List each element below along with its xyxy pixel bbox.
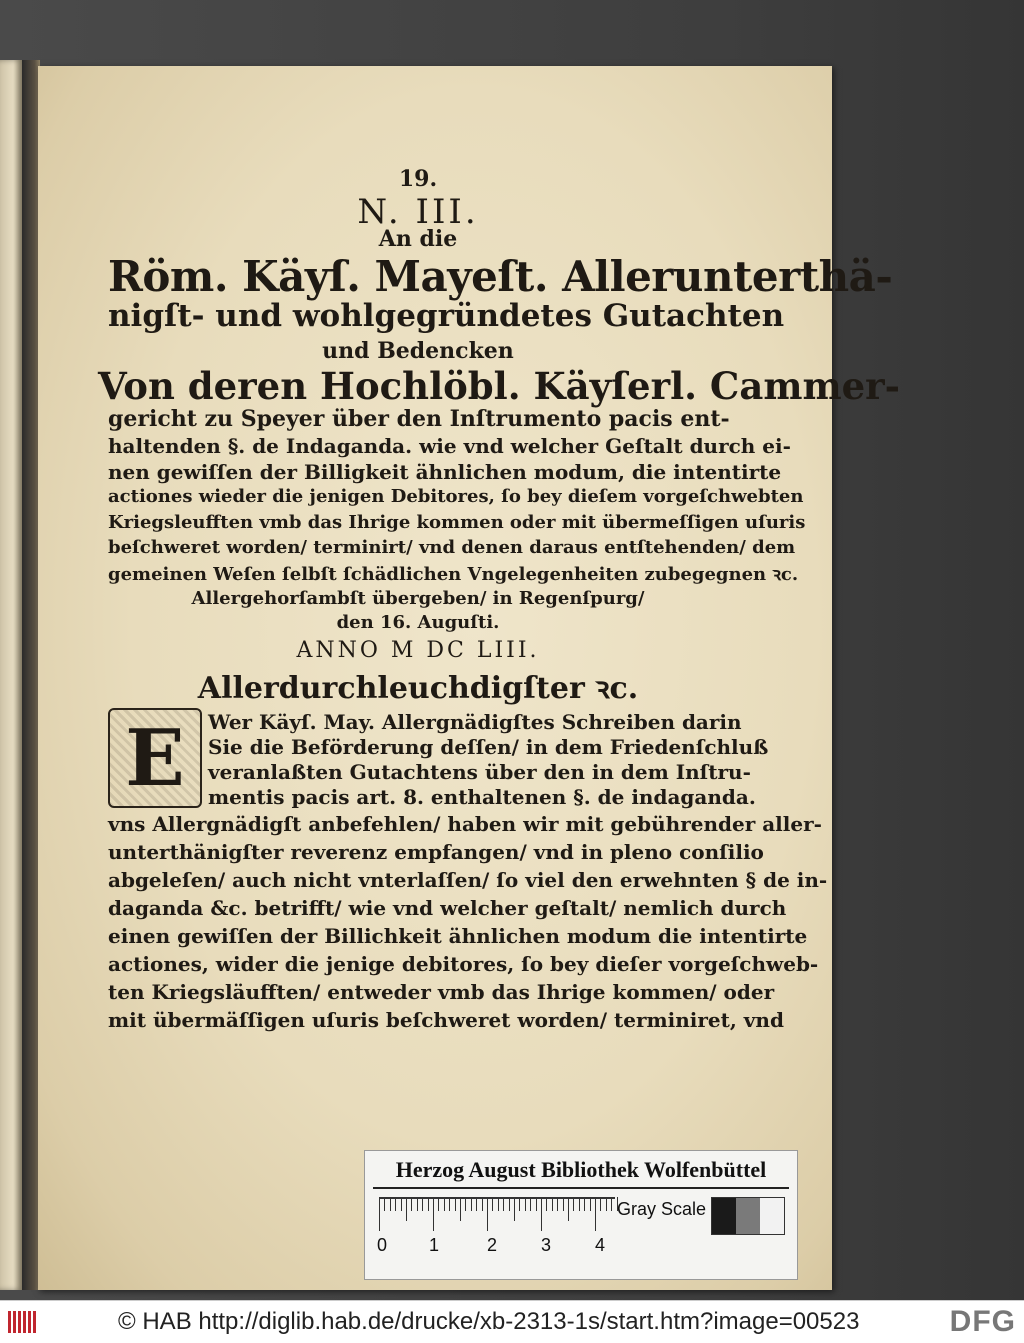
document-number: N. III. — [357, 192, 479, 232]
paragraph-line: einen gewiſſen der Billichkeit ähnlichen modum die intentirte — [108, 924, 808, 948]
ruler-number: 4 — [595, 1235, 606, 1255]
ruler-tick — [536, 1197, 537, 1211]
subtitle-line: gemeinen Weſen ſelbſt ſchädlichen Vngelegenheiten zubegegnen ꝛc. — [108, 564, 799, 585]
title-line-2: Röm. Käyſ. Mayeſt. Allerunterthä- — [108, 252, 893, 301]
ruler-tick — [422, 1197, 423, 1211]
subtitle-line: nen gewiſſen der Billigkeit ähnlichen modum, die intentirte — [108, 460, 782, 484]
paragraph-line: daganda &c. betrifft/ wie vnd welcher geſtalt/ nemlich durch — [108, 896, 787, 920]
ruler-tick — [557, 1197, 558, 1211]
ruler-tick — [498, 1197, 499, 1211]
decorated-initial: E — [108, 708, 202, 808]
paragraph-line: actiones, wider die jenige debitores, ſo bey dieſer vorgeſchweb- — [108, 952, 819, 976]
ruler-tick — [606, 1197, 607, 1211]
page-number: 19. — [398, 166, 438, 192]
calibration-divider — [373, 1187, 789, 1189]
ruler-tick — [390, 1197, 391, 1211]
ruler-tick — [552, 1197, 553, 1211]
subtitle-line: haltenden §. de Indaganda. wie vnd welcher Geſtalt durch ei- — [108, 434, 791, 458]
copyright-link[interactable]: © HAB http://diglib.hab.de/drucke/xb-2313-1s/start.htm?image=00523 — [118, 1308, 860, 1335]
paragraph-line: mentis pacis art. 8. enthaltenen §. de indaganda. — [208, 785, 756, 809]
title-line-1: An die — [378, 226, 458, 252]
ruler-number: 2 — [487, 1235, 498, 1255]
subtitle-line: beſchweret worden/ terminirt/ vnd denen daraus entſtehenden/ dem — [108, 537, 796, 558]
ruler-tick — [471, 1197, 472, 1211]
subtitle-line: gericht zu Speyer über den Inſtrumento pacis ent- — [108, 406, 730, 432]
ruler-tick — [492, 1197, 493, 1211]
gray-scale-label: Gray Scale — [617, 1199, 707, 1219]
ruler-tick — [449, 1197, 450, 1211]
ruler-tick — [401, 1197, 402, 1211]
ruler-tick — [455, 1197, 456, 1211]
salutation: Allerdurchleuchdigſter ꝛc. — [197, 671, 639, 706]
ruler-tick — [465, 1197, 466, 1211]
subtitle-line: Kriegsleufften vmb das Ihrige kommen oder mit übermeſſigen uſuris — [108, 512, 806, 533]
ruler-tick — [595, 1197, 596, 1231]
subtitle-line: Allergehorſambſt übergeben/ in Regenſpurg/ — [191, 588, 645, 609]
paragraph-line: abgeleſen/ auch nicht vnterlaſſen/ ſo viel den erwehnten § de in- — [108, 868, 828, 892]
ruler-number: 1 — [429, 1235, 440, 1255]
ruler-tick — [487, 1197, 488, 1231]
footer-bar — [0, 1300, 1024, 1343]
paragraph-line: Sie die Beförderung deſſen/ in dem Friedenſchluß — [208, 735, 769, 759]
facing-page-edge — [0, 60, 22, 1290]
ruler-tick — [514, 1197, 515, 1221]
ruler-tick — [433, 1197, 434, 1231]
ruler-tick — [384, 1197, 385, 1211]
paragraph-line: unterthänigſter reverenz empfangen/ vnd in pleno conſilio — [108, 840, 764, 864]
ruler-tick — [411, 1197, 412, 1211]
ruler-tick — [460, 1197, 461, 1221]
calibration-card — [364, 1150, 798, 1280]
paragraph-line: ten Kriegsläufften/ entweder vmb das Ihrige kommen/ oder — [108, 980, 775, 1004]
ruler-tick — [476, 1197, 477, 1211]
gray-scale-swatches — [711, 1197, 785, 1235]
ruler-tick — [541, 1197, 542, 1231]
anno-date: ANNO M DC LIII. — [296, 638, 540, 663]
ruler-tick — [428, 1197, 429, 1211]
document-page — [38, 66, 901, 1290]
ruler-tick — [563, 1197, 564, 1211]
ruler-tick — [546, 1197, 547, 1211]
ruler-tick — [379, 1197, 380, 1231]
subtitle-line: actiones wieder die jenigen Debitores, ſo bey dieſem vorgeſchwebten — [108, 486, 804, 507]
ruler-tick — [438, 1197, 439, 1211]
ruler-tick — [519, 1197, 520, 1211]
title-line-4: und Bedencken — [322, 338, 514, 364]
title-line-3: nigſt- und wohlgegründetes Gutachten — [108, 298, 785, 334]
paragraph-line: mit übermäſſigen uſuris beſchweret worden/ terminiret, vnd — [108, 1008, 784, 1032]
ruler-tick — [503, 1197, 504, 1211]
title-line-5: Von deren Hochlöbl. Käyſerl. Cammer- — [98, 364, 901, 408]
paragraph-line: Wer Käyſ. May. Allergnädigſtes Schreiben darin — [208, 710, 742, 734]
ruler-tick — [509, 1197, 510, 1211]
ruler-tick — [579, 1197, 580, 1211]
calibration-title: Herzog August Bibliothek Wolfenbüttel — [395, 1157, 767, 1182]
gray-swatch-mid — [736, 1198, 760, 1234]
gray-swatch-light — [760, 1198, 784, 1234]
ruler-tick — [417, 1197, 418, 1211]
ruler-number: 3 — [541, 1235, 552, 1255]
dfg-logo: DFG — [949, 1305, 1016, 1338]
ruler-tick — [406, 1197, 407, 1221]
paragraph-line: veranlaßten Gutachtens über den in dem Inſtru- — [208, 760, 751, 784]
paragraph-line: vns Allergnädigſt anbefehlen/ haben wir mit gebührender aller- — [108, 812, 822, 836]
subtitle-line: den 16. Auguſti. — [336, 612, 500, 633]
ruler-tick — [530, 1197, 531, 1211]
ruler-tick — [525, 1197, 526, 1211]
ruler-scale — [379, 1197, 619, 1241]
gray-swatch-dark — [712, 1198, 736, 1234]
ruler-tick — [573, 1197, 574, 1211]
ruler-tick — [395, 1197, 396, 1211]
ruler-number: 0 — [377, 1235, 388, 1255]
hab-logo-icon — [8, 1311, 38, 1333]
ruler-tick — [584, 1197, 585, 1211]
ruler-tick — [600, 1197, 601, 1211]
ruler-tick — [590, 1197, 591, 1211]
ruler-tick — [444, 1197, 445, 1211]
ruler-tick — [568, 1197, 569, 1221]
ruler-tick — [482, 1197, 483, 1211]
ruler-tick — [611, 1197, 612, 1211]
